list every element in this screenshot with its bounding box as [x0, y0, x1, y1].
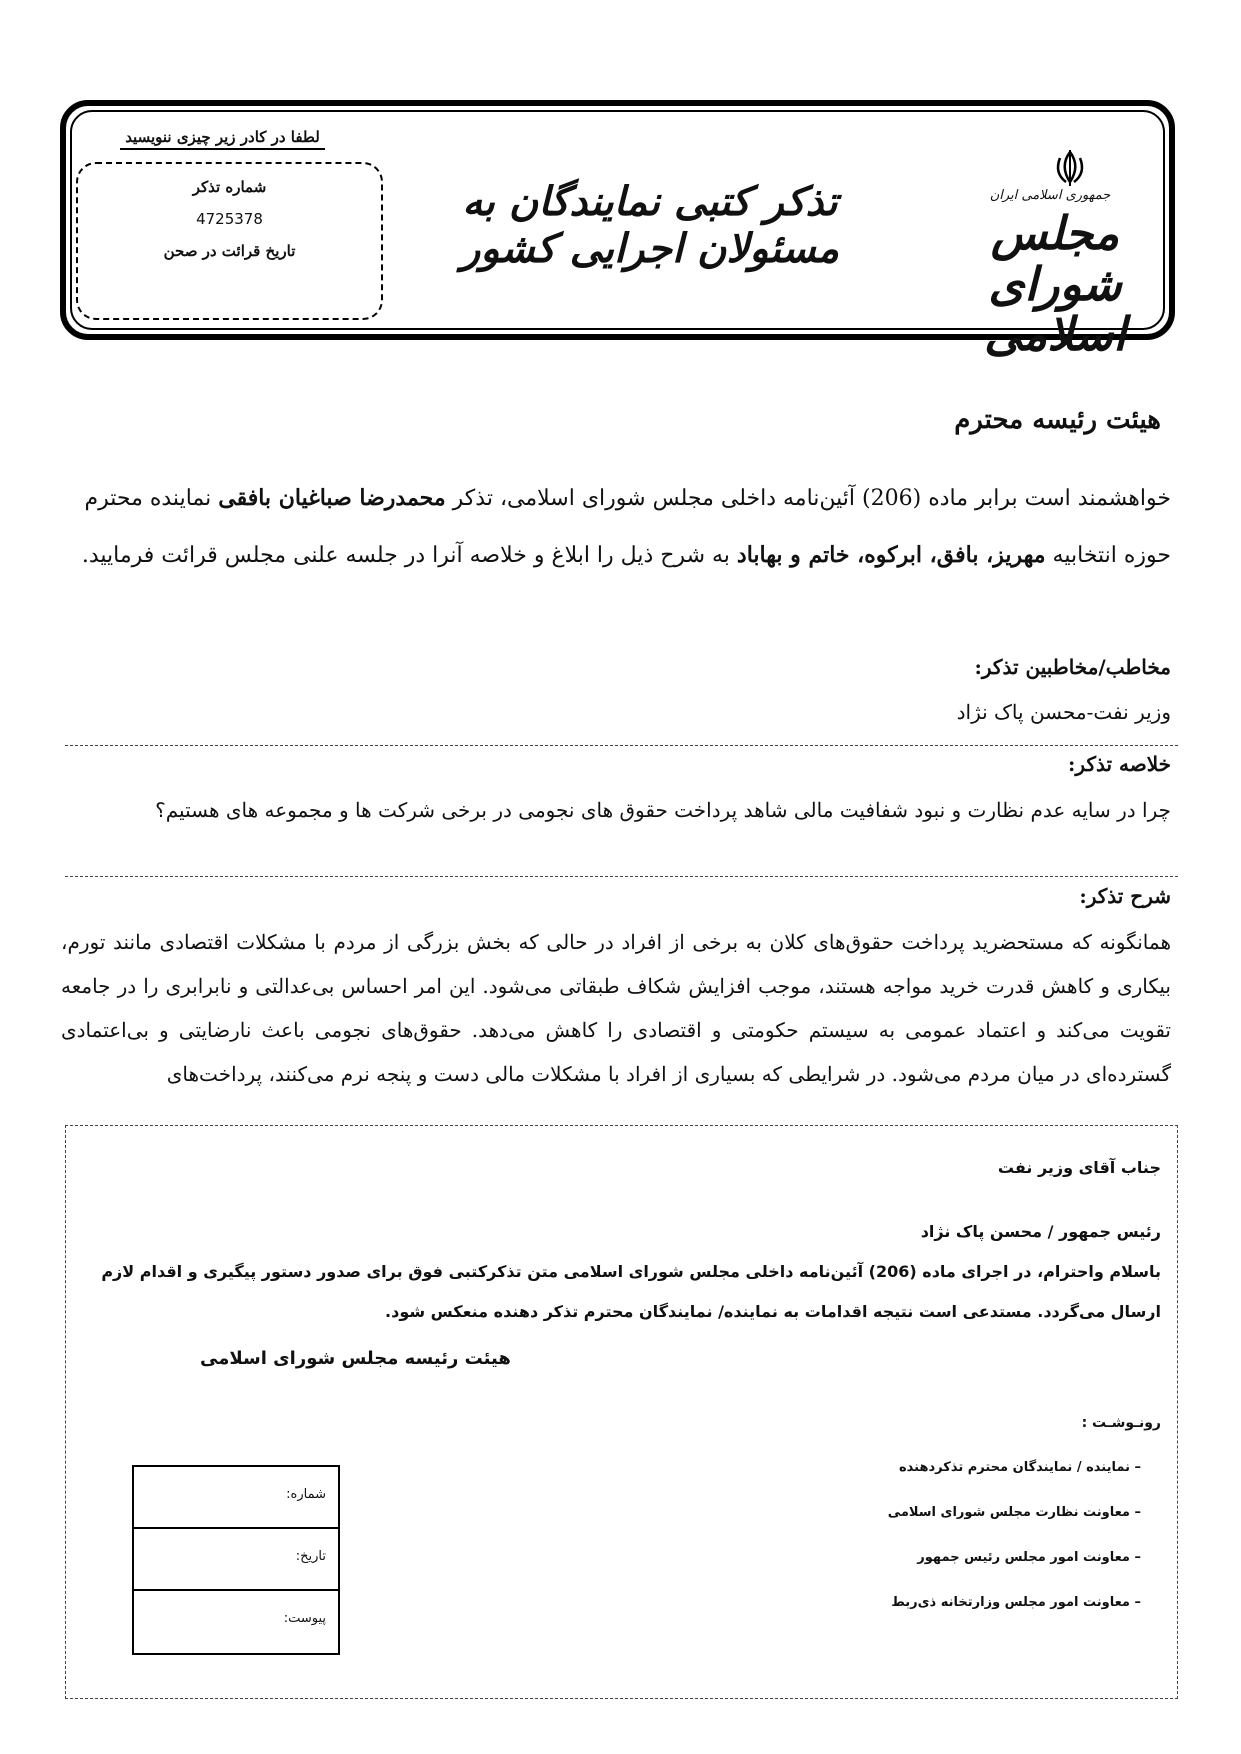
- explanation-text: همانگونه که مستحضرید پرداخت حقوق‌های کلان به برخی از افراد در حالی که بخش بزرگی از مردم با مشکلات اقتصادی مانند تورم، بیکاری و کاهش قدرت خرید مواجه هستند، موجب افزایش شکاف طبقاتی می‌شود. این امر احساس بی‌عدالتی و نابرابری را در جامعه تقویت می‌کند و اعتماد عمومی به سیستم حکومتی و اقتصادی را کاهش می‌دهد. حقوق‌های نجومی باعث نارضایتی و بی‌اعتمادی گسترده‌ای در میان مردم می‌شود. در شرایطی که بسیاری از افراد با مشکلات مالی دست و پنجه نرم می‌کنند، پرداخت‌های: [61, 930, 1171, 1086]
- intro-text-1: خواهشمند است برابر ماده (206) آئین‌نامه داخلی مجلس شورای اسلامی، تذکر: [445, 486, 1171, 511]
- reading-date-label: تاریخ قرائت در صحن: [163, 242, 296, 260]
- reminder-number-value: 4725378: [196, 210, 263, 228]
- summary-label: خلاصه تذکر:: [1068, 752, 1171, 776]
- registry-row-attachment: [134, 1591, 338, 1653]
- divider: [65, 745, 1178, 746]
- registry-row-number: [134, 1467, 338, 1529]
- logo-subtitle: جمهوری اسلامی ایران: [989, 188, 1111, 203]
- signature-line: هیئت رئیسه مجلس شورای اسلامی: [200, 1348, 511, 1369]
- salutation: هیئت رئیسه محترم: [954, 405, 1161, 435]
- electoral-districts: مهریز، بافق، ابرکوه، خاتم و بهاباد: [736, 542, 1046, 568]
- cc-item: – معاونت امور مجلس وزارتخانه ذی‌ربط: [891, 1595, 1141, 1610]
- registry-date-label: تاریخ:: [295, 1549, 326, 1564]
- registry-attachment-label: پیوست:: [283, 1611, 326, 1626]
- registry-row-date: [134, 1529, 338, 1591]
- banner-title: تذکر کتبی نمایندگان به مسئولان اجرایی کشور: [460, 178, 840, 272]
- addressee-label: مخاطب/مخاطبین تذکر:: [974, 655, 1171, 679]
- parliament-logo-text: مجلس شورای اسلامی: [984, 206, 1126, 362]
- summary-value: چرا در سایه عدم نظارت و نبود شفافیت مالی شاهد پرداخت حقوق های نجومی در برخی شرکت ها و مجموعه های هستیم؟: [155, 798, 1171, 822]
- intro-text-3: به شرح ذیل را ابلاغ و خلاصه آنرا در جلسه علنی مجلس قرائت فرمایید.: [81, 543, 737, 568]
- registry-number-label: شماره:: [286, 1487, 326, 1502]
- forwarding-text-1: باسلام واحترام، در اجرای ماده (206) آئین‌نامه داخلی مجلس شورای اسلامی متن تذکرکتبی فوق برای صدور دستور پیگیری و اقدام لازم: [101, 1262, 1161, 1281]
- cc-item: – معاونت امور مجلس رئیس جمهور: [917, 1550, 1141, 1565]
- reminder-number-box: [76, 162, 383, 320]
- reminder-number-label: شماره تذکر: [192, 178, 267, 196]
- recipient-line: جناب آقای وزیر نفت: [997, 1158, 1161, 1177]
- divider: [65, 876, 1178, 877]
- cc-label: رونـوشـت :: [1081, 1415, 1161, 1431]
- intro-paragraph: [61, 470, 1171, 584]
- forwarding-text-2: ارسال می‌گردد. مستدعی است نتیجه اقدامات به نماینده/ نمایندگان محترم تذکر دهنده منعکس شود.: [385, 1302, 1161, 1321]
- explanation-label: شرح تذکر:: [1079, 884, 1171, 908]
- president-line: رئیس جمهور / محسن پاک نژاد: [920, 1222, 1161, 1241]
- addressee-value: وزیر نفت-محسن پاک نژاد: [956, 700, 1171, 724]
- do-not-write-note: لطفا در کادر زیر چیزی ننویسید: [120, 128, 325, 150]
- registry-table: [132, 1465, 340, 1655]
- cc-item: – معاونت نظارت مجلس شورای اسلامی: [887, 1505, 1141, 1520]
- intro-text-2: نماینده محترم حوزه انتخابیه: [84, 486, 1171, 568]
- cc-item: – نماینده / نمایندگان محترم تذکردهنده: [899, 1460, 1141, 1475]
- iran-emblem-icon: [1050, 148, 1090, 188]
- representative-name: محمدرضا صباغیان بافقی: [218, 485, 446, 511]
